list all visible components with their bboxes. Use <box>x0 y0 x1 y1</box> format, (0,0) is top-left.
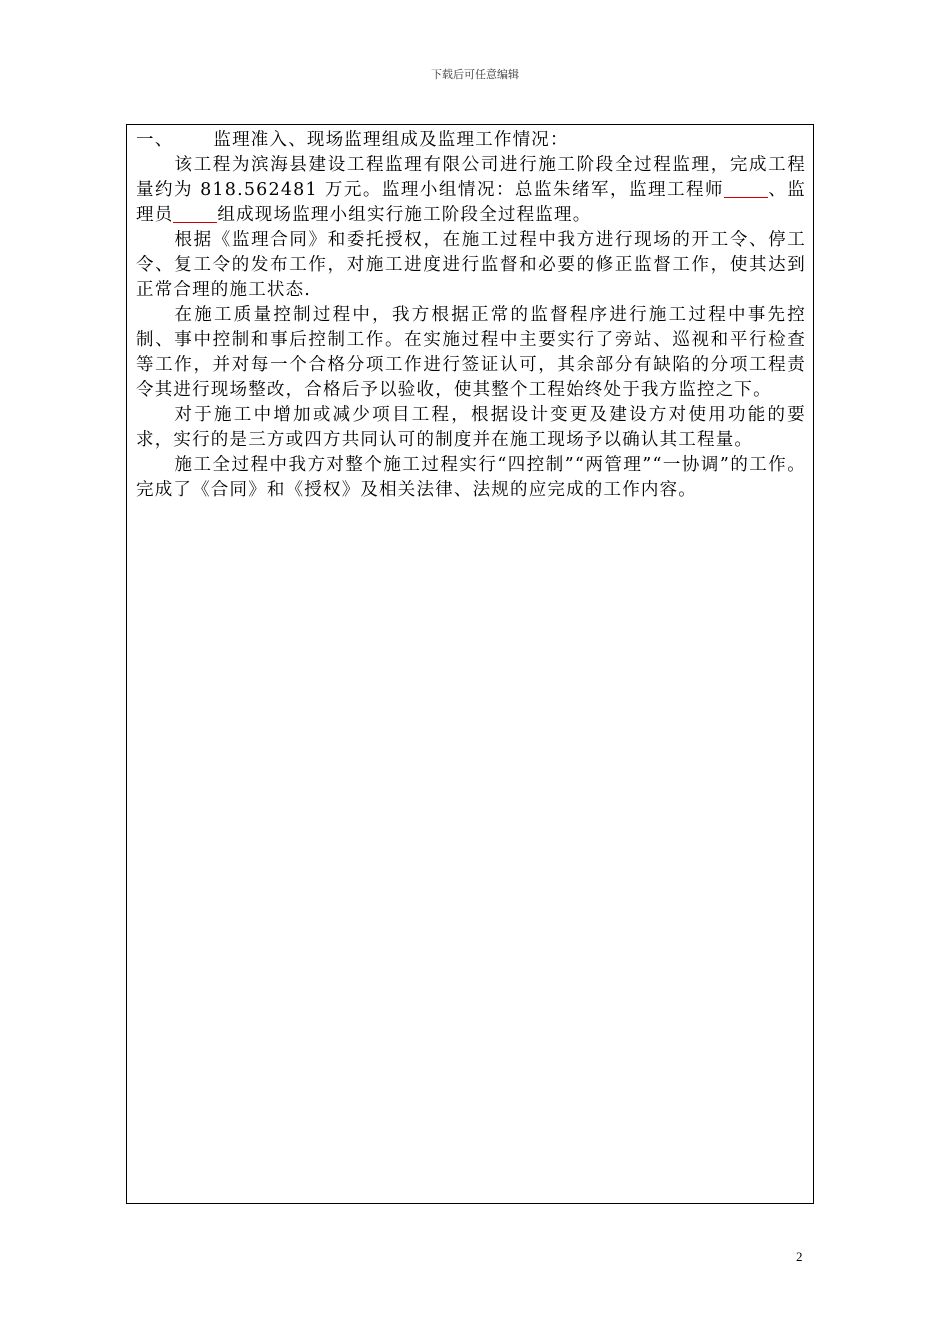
paragraph-overview-text-a: 该工程为滨海县建设工程监理有限公司进行施工阶段全过程监理，完成工程量约为 818.562481 万元。监理小组情况：总监朱绪军，监理工程师 <box>136 155 806 200</box>
header-note: 下载后可任意编辑 <box>431 68 519 81</box>
report-body <box>136 128 806 503</box>
engineer-name-blank <box>724 180 768 199</box>
section-title: 监理准入、现场监理组成及监理工作情况： <box>213 130 569 150</box>
page-number: 2 <box>796 1249 803 1264</box>
paragraph-overview-text-b: 、监理员 <box>136 180 807 225</box>
section-number: 一、 <box>136 130 174 150</box>
paragraph-contract: 根据《监理合同》和委托授权，在施工过程中我方进行现场的开工令、停工令、复工令的发布工作，对施工进度进行监督和必要的修正监督工作，使其达到正常合理的施工状态. <box>136 230 806 300</box>
paragraph-overview-text-c: 组成现场监理小组实行施工阶段全过程监理。 <box>217 205 592 225</box>
paragraph-summary: 施工全过程中我方对整个施工过程实行“四控制”“两管理”“一协调”的工作。完成了《合同》和《授权》及相关法律、法规的应完成的工作内容。 <box>136 455 806 500</box>
section-heading <box>136 128 806 153</box>
paragraph-quality: 在施工质量控制过程中，我方根据正常的监督程序进行施工过程中事先控制、事中控制和事后控制工作。在实施过程中主要实行了旁站、巡视和平行检查等工作，并对每一个合格分项工作进行签证认可，其余部分有缺陷的分项工程责令其进行现场整改，合格后予以验收，使其整个工程始终处于我方监控之下。 <box>136 305 806 400</box>
inspector-name-blank <box>173 205 217 224</box>
paragraph-overview <box>136 153 806 228</box>
paragraph-changes: 对于施工中增加或减少项目工程，根据设计变更及建设方对使用功能的要求，实行的是三方或四方共同认可的制度并在施工现场予以确认其工程量。 <box>136 405 806 450</box>
